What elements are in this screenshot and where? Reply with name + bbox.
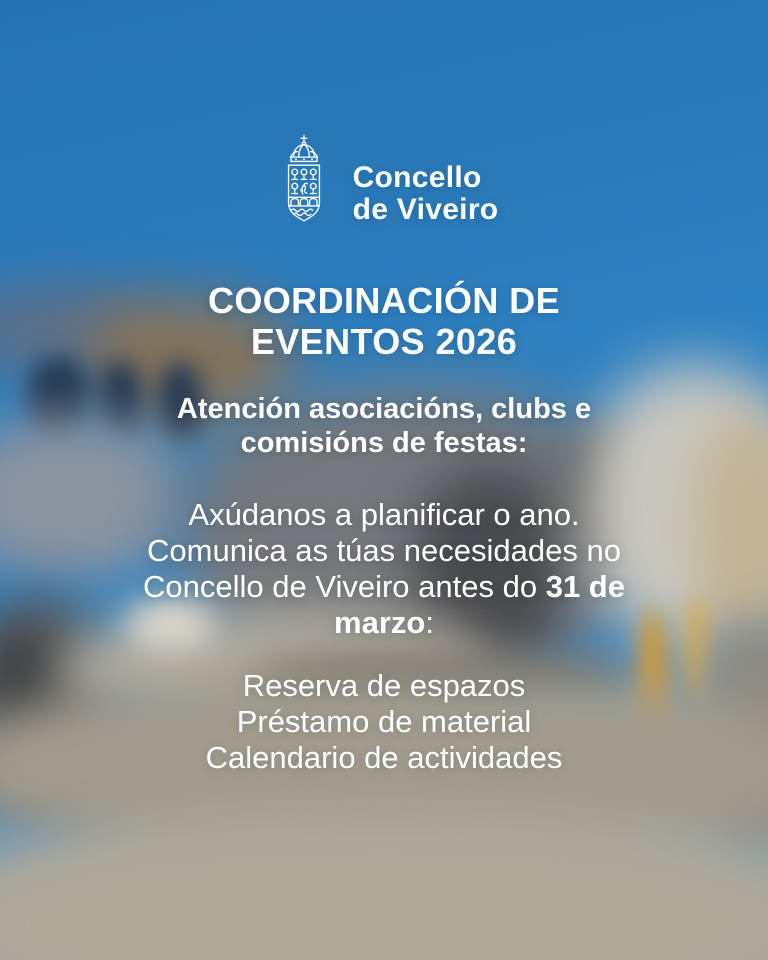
intro-line-1: Axúdanos a planificar o ano. (188, 497, 580, 532)
audience-subtitle (0, 392, 768, 460)
subtitle-line-2: comisións de festas: (240, 427, 528, 459)
page-title (0, 280, 768, 362)
services-list (0, 668, 768, 776)
list-item: Préstamo de material (236, 704, 532, 739)
deadline-date-part1: 31 de (545, 569, 625, 604)
intro-line-2: Comunica as túas necesidades no (147, 533, 621, 568)
intro-line-3 (0, 569, 768, 605)
intro-paragraph (0, 497, 768, 641)
logo-org-line2: de Viveiro (352, 193, 499, 226)
title-line-1: COORDINACIÓN DE (207, 280, 560, 321)
concello-viveiro-logo (0, 132, 768, 228)
logo-org-line1: Concello (352, 161, 482, 194)
list-item: Calendario de actividades (205, 740, 563, 775)
title-line-2: EVENTOS 2026 (250, 321, 518, 362)
list-item: Reserva de espazos (242, 668, 526, 703)
logo-wordmark (353, 162, 499, 228)
deadline-date-part2: marzo (334, 605, 426, 640)
intro-line-3-regular: Concello de Viveiro antes do (143, 569, 538, 604)
intro-line-4-colon: : (425, 605, 434, 640)
coat-of-arms-icon (270, 132, 338, 228)
intro-line-4 (0, 605, 768, 641)
subtitle-line-1: Atención asociacións, clubs e (176, 393, 592, 425)
